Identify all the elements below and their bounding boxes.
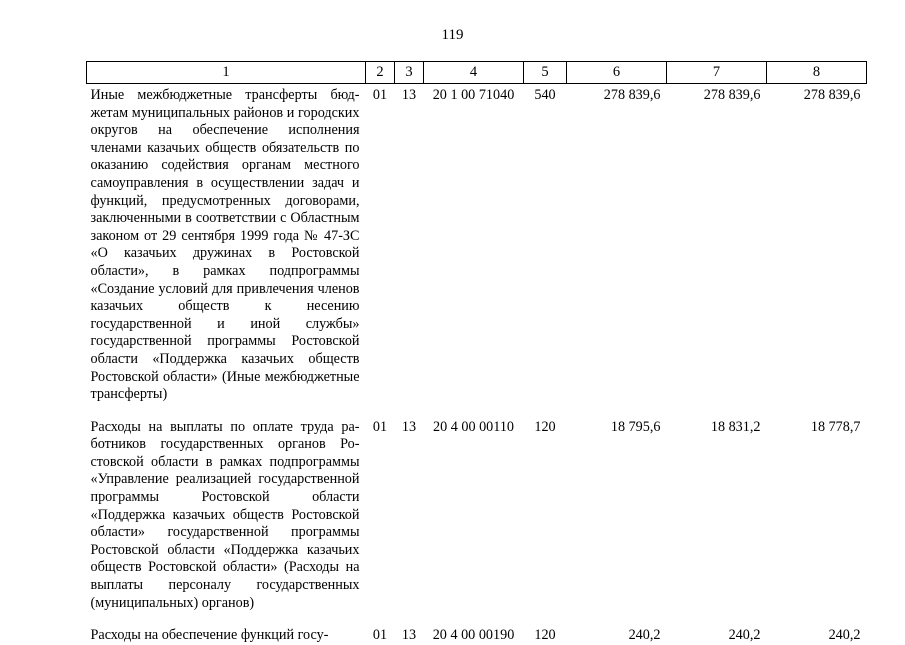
page-number: 119 xyxy=(441,27,464,43)
row-amount-col6: 278 839,6 xyxy=(603,87,661,103)
row-section-code: 01 xyxy=(372,418,388,435)
row-amount-col7: 240,2 xyxy=(728,627,761,644)
column-header-1: 1 xyxy=(87,62,366,84)
row-description: Иные межбюджетные трансферты бюджетам муниципальных районов и городских округов на обеспечение исполнения членами казачьих обществ обязательств по оказанию содействия органам местного самоуправления в осуществлении задач и функций, предусмотренных договорами, заключенными в соответствии с Областным законом от 29 сентября 1999 года № 47-ЗС «О казачьих дружинах в Ростовской области», в рамках подпрограммы «Создание условий для привлечения членов казачьих обществ к несению государственной и иной службы» государственной программы Ростовской области «Поддержка казачьих обществ Ростовской области» (Иные межбюджетные трансферты) xyxy=(90,87,360,403)
table-row xyxy=(87,624,867,645)
column-header-6: 6 xyxy=(567,62,667,84)
column-header-3: 3 xyxy=(395,62,424,84)
row-subsection-code: 13 xyxy=(401,627,417,644)
row-amount-col8: 18 778,7 xyxy=(810,418,861,435)
row-expense-type: 120 xyxy=(534,627,556,644)
row-expense-type: 120 xyxy=(534,418,556,435)
row-description: Расходы на обеспечение функций госу- xyxy=(90,627,329,644)
row-amount-col6: 240,2 xyxy=(628,627,661,644)
row-section-code: 01 xyxy=(372,87,388,103)
row-amount-col8: 240,2 xyxy=(828,627,861,644)
column-header-7: 7 xyxy=(667,62,767,84)
row-target-article: 20 4 00 00190 xyxy=(432,627,515,644)
row-amount-col8: 278 839,6 xyxy=(803,87,861,103)
row-target-article: 20 4 00 00110 xyxy=(432,418,515,435)
column-header-2: 2 xyxy=(366,62,395,84)
table-row xyxy=(87,416,867,625)
row-section-code: 01 xyxy=(372,627,388,644)
row-subsection-code: 13 xyxy=(401,418,417,435)
row-description: Расходы на выплаты по оплате труда работников государственных органов Ростовской области в рамках подпрограммы «Управление реализацией государственной программы Ростовской области «Поддержка казачьих обществ Ростовской области» государственной программы Ростовской области «Поддержка казачьих обществ Ростовской области» (Расходы на выплаты персоналу государственных (муниципальных) органов) xyxy=(90,418,360,611)
row-amount-col6: 18 795,6 xyxy=(610,418,661,435)
column-header-4: 4 xyxy=(424,62,524,84)
column-header-5: 5 xyxy=(524,62,567,84)
header-row xyxy=(87,62,867,84)
table-row xyxy=(87,84,867,416)
row-subsection-code: 13 xyxy=(401,87,417,103)
row-amount-col7: 18 831,2 xyxy=(710,418,761,435)
column-header-8: 8 xyxy=(767,62,867,84)
row-amount-col7: 278 839,6 xyxy=(703,87,761,103)
row-target-article: 20 1 00 71040 xyxy=(432,87,515,103)
budget-table xyxy=(86,61,867,645)
row-expense-type: 540 xyxy=(534,87,556,103)
